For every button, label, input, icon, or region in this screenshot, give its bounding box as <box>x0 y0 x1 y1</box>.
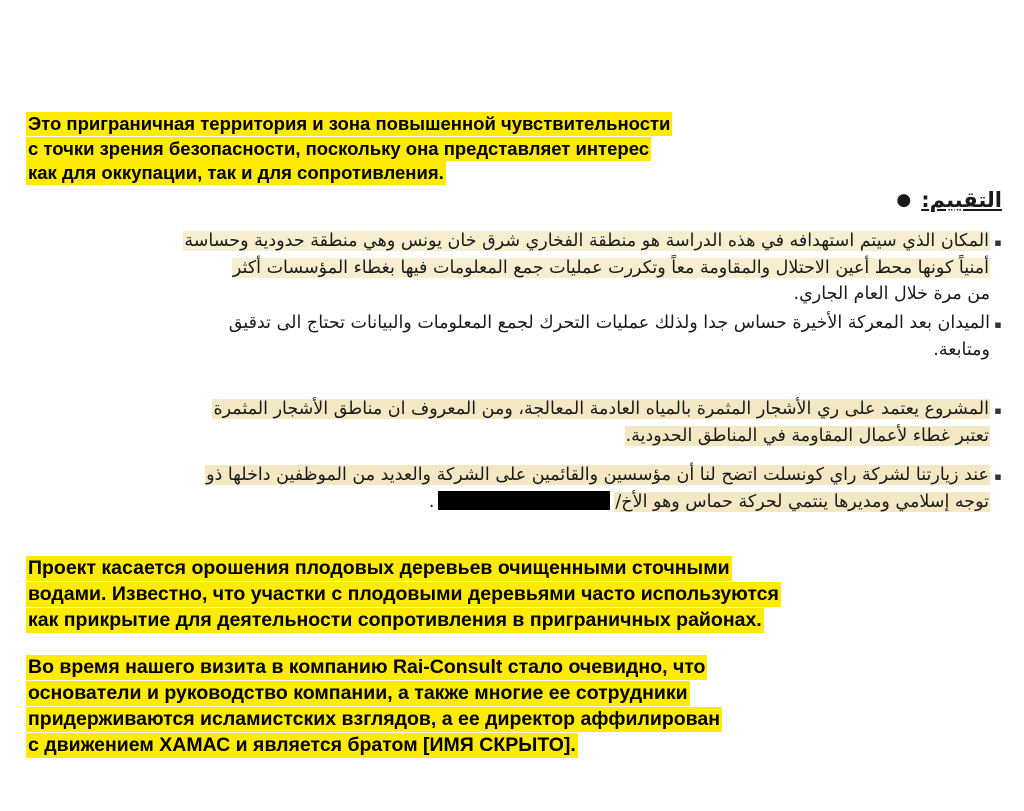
arabic-line: عند زيارتنا لشركة راي كونسلت اتضح لنا أن مؤسسين والقائمين على الشركة والعديد من الموظفين داخلها ذو <box>206 465 989 485</box>
redaction-bar <box>438 491 610 510</box>
square-bullet-icon: ▪ <box>994 318 1002 331</box>
arabic-heading-text: التقييم: <box>921 188 1002 212</box>
arabic-line: الميدان بعد المعركة الأخيرة حساس جدا ولذلك عمليات التحرك لجمع المعلومات والبيانات تحتاج الى تدقيق <box>228 313 990 333</box>
arabic-line: أمنياً كونها محط أعين الاحتلال والمقاومة معاً وتكررت عمليات جمع المعلومات فيها بغطاء المؤسسات أكثر <box>232 257 989 278</box>
arabic-list-item <box>66 228 1006 308</box>
translation-line: как прикрытие для деятельности сопротивления в приграничных районах. <box>28 608 762 631</box>
translation-line: водами. Известно, что участки с плодовыми деревьями часто используются <box>28 582 779 605</box>
translation-line: с движением ХАМАС и является братом [ИМЯ СКРЫТО]. <box>28 733 576 756</box>
translation-line: Это приграничная территория и зона повышенной чувствительности <box>28 113 671 134</box>
translation-block-top <box>26 112 866 186</box>
arabic-item-body <box>66 228 990 308</box>
bullet-icon: ● <box>896 190 912 210</box>
arabic-line: ومتابعة. <box>933 339 990 360</box>
arabic-item-body <box>66 310 990 363</box>
arabic-line: من مرة خلال العام الجاري. <box>793 284 990 305</box>
arabic-section-heading <box>896 188 1002 212</box>
square-bullet-icon: ▪ <box>994 236 1002 249</box>
translation-line: как для оккупации, так и для сопротивления. <box>28 162 444 184</box>
arabic-list-item <box>66 310 1006 363</box>
translation-block-bottom <box>26 655 1006 759</box>
translation-line: придерживаются исламистских взглядов, а ее директор аффилирован <box>28 707 721 730</box>
square-bullet-icon: ▪ <box>994 404 1002 417</box>
arabic-line: تعتبر غطاء لأعمال المقاومة في المناطق الحدودية. <box>625 425 989 446</box>
translation-block-middle <box>26 556 1006 634</box>
arabic-line: توجه إسلامي ومديرها ينتمي لحركة حماس وهو الأخ/. <box>428 491 989 512</box>
arabic-item-body <box>26 462 990 515</box>
arabic-list-item <box>26 396 1006 449</box>
square-bullet-icon: ▪ <box>994 470 1002 483</box>
arabic-list-item <box>26 462 1006 515</box>
translation-line: Во время нашего визита в компанию Rai-Consult стало очевидно, что <box>28 656 706 678</box>
translation-line: Проект касается орошения плодовых деревьев очищенными сточными <box>28 557 730 579</box>
arabic-line: المكان الذي سيتم استهدافه في هذه الدراسة هو منطقة الفخاري شرق خان يونس وهي منطقة حدودية وحساسة <box>184 231 989 251</box>
arabic-trailing-punctuation: . <box>428 491 435 512</box>
arabic-item-body <box>26 396 990 449</box>
translation-line: с точки зрения безопасности, поскольку она представляет интерес <box>28 137 650 159</box>
translation-line: основатели и руководство компании, а также многие ее сотрудники <box>28 681 688 704</box>
arabic-line: المشروع يعتمد على ري الأشجار المثمرة بالمياه العادمة المعالجة، ومن المعروف ان مناطق الأشجار المثمرة <box>213 399 989 419</box>
